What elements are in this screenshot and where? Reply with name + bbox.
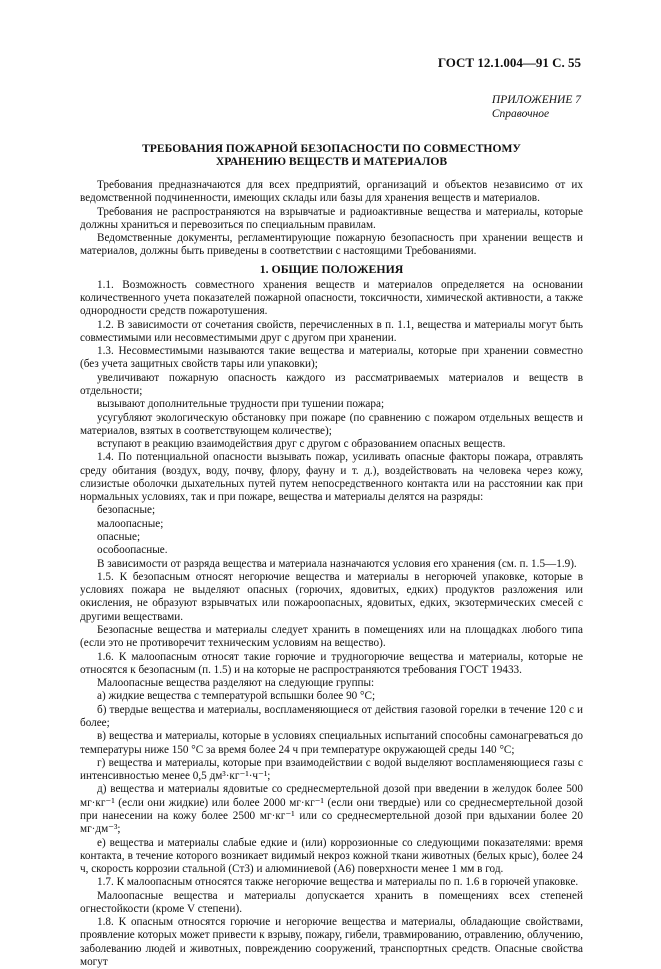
paragraph: 1.3. Несовместимыми называются такие вещества и материалы, которые при хранении совместно (без учета защитных свойств тары или упаковки); <box>80 345 583 371</box>
title-line-2: ХРАНЕНИЮ ВЕЩЕСТВ И МАТЕРИАЛОВ <box>215 154 448 168</box>
paragraph: б) твердые вещества и материалы, воспламеняющиеся от действия газовой горелки в течение 120 с и более; <box>80 703 583 729</box>
paragraph: 1.5. К безопасным относят негорючие вещества и материалы в негорючей упаковке, которые в условиях пожара не выделяют опасных (горючих, ядовитых, едких) продуктов разложения или окисления, не образуют взрывчатых или пожароопасных, ядовитых, едких, экзотермических смесей с другими веществами. <box>80 570 583 623</box>
appendix-note: Справочное <box>491 108 550 120</box>
paragraph: малоопасные; <box>97 517 164 530</box>
paragraph: 1.2. В зависимости от сочетания свойств, перечисленных в п. 1.1, вещества и материалы могут быть совместимыми или несовместимыми друг с другом при хранении. <box>80 318 583 344</box>
title-line-1: ТРЕБОВАНИЯ ПОЖАРНОЙ БЕЗОПАСНОСТИ ПО СОВМЕСТНОМУ <box>142 142 521 155</box>
document-body <box>80 179 583 969</box>
paragraph: безопасные; <box>97 504 156 517</box>
paragraph: увеличивают пожарную опасность каждого из рассматриваемых материалов и веществ в отдельности; <box>80 371 583 397</box>
paragraph: 1.7. К малоопасным относятся также негорючие вещества и материалы по п. 1.6 в горючей упаковке. <box>97 876 579 889</box>
paragraph: Малоопасные вещества разделяют на следующие группы: <box>97 677 375 690</box>
paragraph: В зависимости от разряда вещества и материала назначаются условия его хранения (см. п. 1.5—1.9). <box>97 557 577 570</box>
paragraph: 1.8. К опасным относятся горючие и негорючие вещества и материалы, обладающие свойствами, проявление которых может привести к взрыву, пожару, гибели, травмированию, отравлению, облучению, заболеванию людей и животных, повреждению сооружений, транспортных средств. Опасные свойства могут <box>80 916 583 969</box>
intro-section <box>80 179 583 259</box>
paragraph: вызывают дополнительные трудности при тушении пожара; <box>97 398 385 411</box>
paragraph: 1.4. По потенциальной опасности вызывать пожар, усиливать опасные факторы пожара, отравлять среду обитания (воздух, воду, почву, флору, фауну и т. д.), воздействовать на человека через кожу, слизистые оболочки дыхательных путей путем непосредственного контакта или на расстоянии как при нормальных условиях, так и при пожаре, вещества и материалы делятся на разряды: <box>80 451 583 504</box>
appendix-label-block <box>492 93 581 121</box>
paragraph: опасные; <box>97 531 141 544</box>
paragraph: г) вещества и материалы, которые при взаимодействии с водой выделяют воспламеняющиеся газы с интенсивностью менее 0,5 дм³·кг⁻¹·ч⁻¹; <box>80 756 583 783</box>
paragraph: 1.6. К малоопасным относят такие горючие и трудногорючие вещества и материалы, которые не относятся к безопасным (п. 1.5) и на которые не распространяются требования ГОСТ 19433. <box>80 650 583 676</box>
appendix-label: ПРИЛОЖЕНИЕ 7 <box>491 94 581 106</box>
running-header: ГОСТ 12.1.004—91 С. 55 <box>437 55 581 70</box>
paragraph: особоопасные. <box>97 544 168 557</box>
paragraph: 1.1. Возможность совместного хранения веществ и материалов определяется на основании количественного учета показателей пожарной опасности, токсичности, химической активности, а также однородности средств пожаротушения. <box>80 278 583 318</box>
paragraph: вступают в реакцию взаимодействия друг с другом с образованием опасных веществ. <box>97 438 506 451</box>
paragraph: Малоопасные вещества и материалы допускается хранить в помещениях всех степеней огнестойкости (кроме V степени). <box>80 889 583 915</box>
paragraph: Требования предназначаются для всех предприятий, организаций и объектов независимо от их ведомственной подчиненности, имеющих склады или базы для хранения веществ и материалов. <box>80 179 583 205</box>
section-heading: 1. ОБЩИЕ ПОЛОЖЕНИЯ <box>259 261 404 276</box>
paragraph: е) вещества и материалы слабые едкие и (или) коррозионные со следующими показателями: время контакта, в течение которого возникает видимый некроз кожной ткани животных (белых крыс), более 24 ч, скорость коррозии стальной (Ст3) и алюминиевой (А6) поверхности менее 1 мм в год. <box>80 836 583 876</box>
paragraph: Требования не распространяются на взрывчатые и радиоактивные вещества и материалы, которые должны храниться и перевозиться по специальным правилам. <box>80 205 583 231</box>
paragraph: в) вещества и материалы, которые в условиях специальных испытаний способны самонагреваться до температуры ниже 150 °С за время более 24 ч при температуре окружающей среды 140 °С; <box>80 730 583 756</box>
paragraph: д) вещества и материалы ядовитые со среднесмертельной дозой при введении в желудок более 500 мг·кг⁻¹ (если они жидкие) или более 2000 мг·кг⁻¹ (если они твердые) или со среднесмертельной дозой при нанесении на кожу более 2500 мг·кг⁻¹ или со среднесмертельной дозой при вдыхании более 20 мг·дм⁻³; <box>80 783 583 836</box>
document-title <box>80 143 583 168</box>
paragraph: Ведомственные документы, регламентирующие пожарную безопасность при хранении веществ и материалов, должны быть приведены в соответствии с настоящими Требованиями. <box>80 232 583 258</box>
section-1-body <box>80 279 583 969</box>
paragraph: а) жидкие вещества с температурой вспышки более 90 °С; <box>97 690 376 703</box>
paragraph: усугубляют экологическую обстановку при пожаре (по сравнению с пожаром отдельных веществ и материалов, взятых в соответствующем количестве); <box>80 411 583 437</box>
paragraph: Безопасные вещества и материалы следует хранить в помещениях или на площадках любого типа (если это не противоречит техническим условиям на вещество). <box>80 624 583 650</box>
